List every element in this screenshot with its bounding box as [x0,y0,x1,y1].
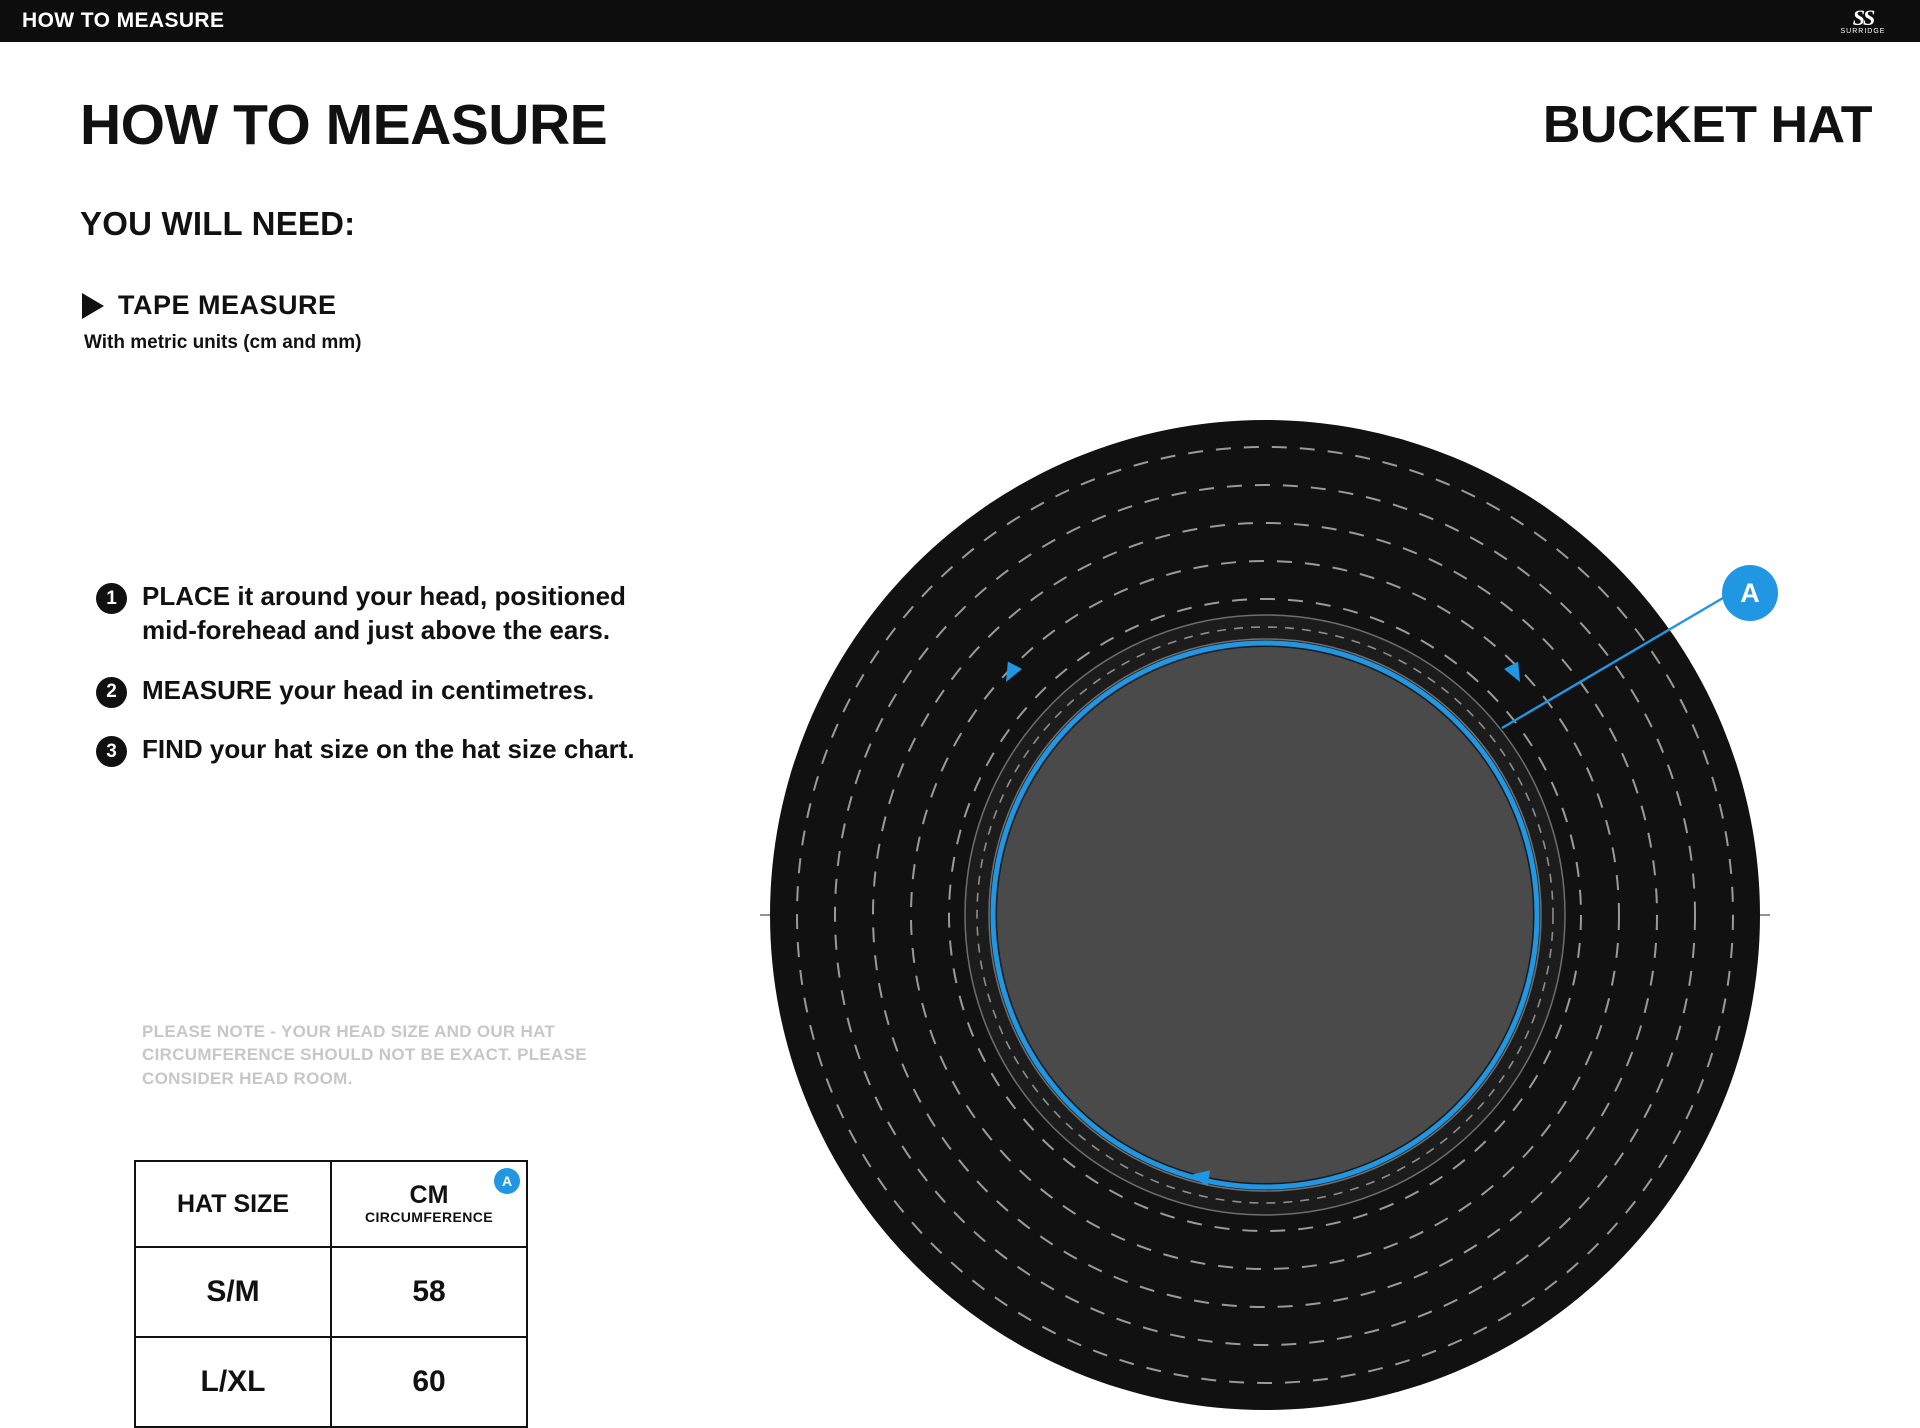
product-title: BUCKET HAT [1542,96,1872,154]
triangle-bullet-icon [82,293,104,319]
table-row [135,1337,527,1427]
table-row [135,1247,527,1337]
bucket-hat-illustration [760,410,1770,1420]
top-bar [0,0,1920,42]
step-text: FIND your hat size on the hat size chart. [142,734,635,765]
step-number: 2 [96,677,127,708]
crown-top [997,647,1533,1183]
step-item [96,733,676,767]
tape-measure-item [82,290,337,321]
tape-measure-sublabel: With metric units (cm and mm) [84,332,362,353]
brand-logo-name: SURRIDGE [1840,27,1886,35]
top-bar-title: HOW TO MEASURE [22,9,225,32]
header-cm-main: CM [409,1181,449,1209]
cell-cm: 60 [331,1337,527,1427]
callout-badge-a: A [1722,565,1778,621]
steps-list [96,580,676,793]
cell-hat-size: L/XL [135,1337,331,1427]
step-item [96,674,676,708]
disclaimer-note: PLEASE NOTE - YOUR HEAD SIZE AND OUR HAT CIRCUMFERENCE SHOULD NOT BE EXACT. PLEASE CONSIDER HEAD ROOM. [142,1022,587,1088]
step-text: MEASURE your head in centimetres. [142,674,595,705]
page-title: HOW TO MEASURE [80,93,608,157]
measurement-badge-a-icon: A [494,1168,520,1194]
header-cm-sub: CIRCUMFERENCE [364,1209,494,1225]
cell-cm: 58 [331,1247,527,1337]
brand-logo [1824,2,1902,42]
bucket-hat-diagram [760,410,1770,1420]
tape-measure-label: TAPE MEASURE [118,290,337,320]
cell-hat-size: S/M [135,1247,331,1337]
step-number: 3 [96,736,127,767]
step-item [96,580,676,648]
table-header-row [135,1161,527,1247]
brand-logo-mark: SS [1852,4,1874,30]
hat-size-table [134,1160,528,1428]
you-will-need-heading: YOU WILL NEED: [80,205,356,242]
header-cm-circumference [331,1161,527,1247]
step-text: PLACE it around your head, positioned mid-forehead and just above the ears. [142,581,626,645]
step-number: 1 [96,583,127,614]
header-hat-size: HAT SIZE [135,1161,331,1247]
